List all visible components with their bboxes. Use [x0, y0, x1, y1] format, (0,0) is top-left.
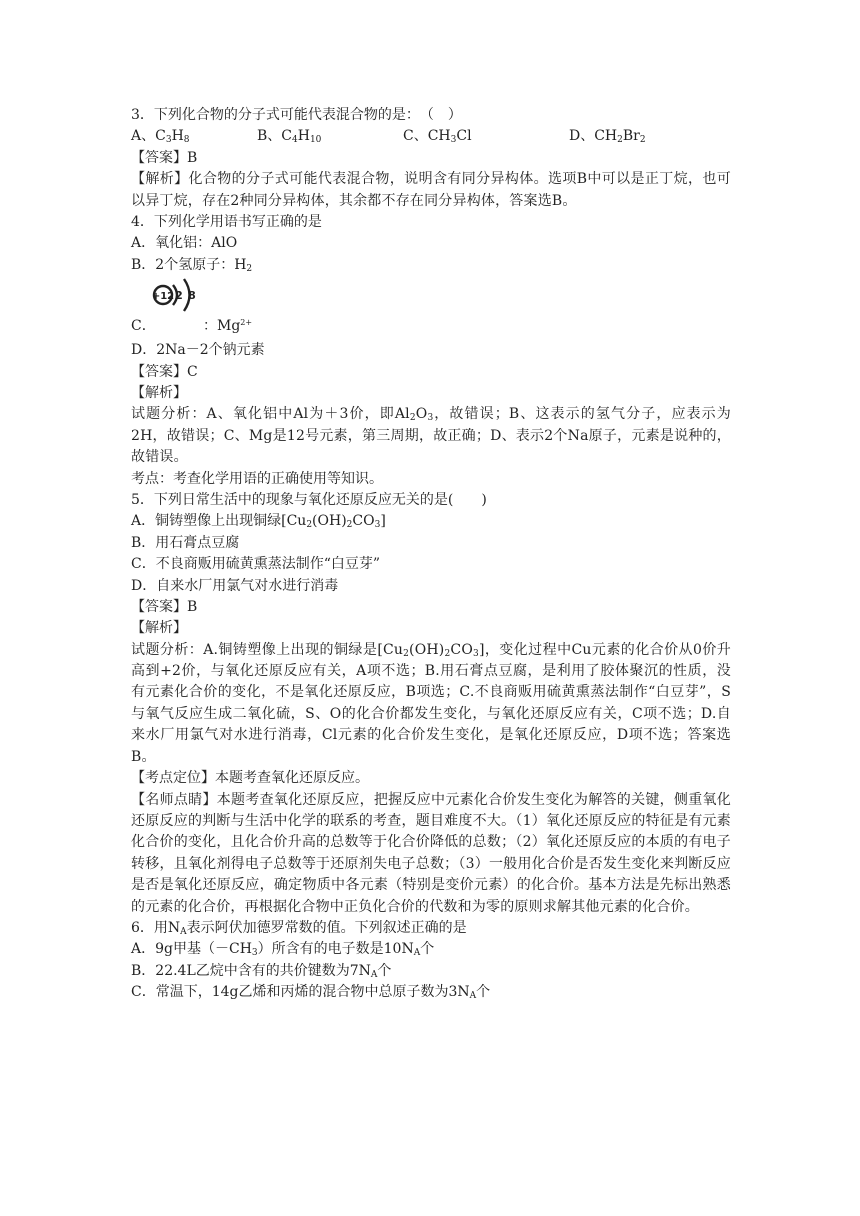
q3-analysis: 【解析】化合物的分子式可能代表混合物，说明含有同分异构体。选项B中可以是正丁烷，也可以异丁烷，存在2种同分异构体，其余都不存在同分异构体，答案选B。	[131, 171, 731, 209]
q3-stem: 3．下列化合物的分子式可能代表混合物的是： （ ）	[131, 107, 462, 123]
q5-option-a: A．铜铸塑像上出现铜绿$[Cu_2(OH)_2CO_3]$	[131, 513, 386, 531]
q4-option-c	[131, 276, 731, 340]
q5-analysis-title: 【解析】	[131, 620, 187, 637]
q3-option-c: C、$CH_3Cl$	[403, 128, 472, 146]
document-page	[131, 105, 731, 1004]
q6-option-c: C．常温下，14g乙烯和丙烯的混合物中总原子数为$3N_A$个	[131, 984, 491, 1002]
q4-option-c-ion: ：$Mg^{2+}$	[203, 318, 253, 335]
q4-analysis-title: 【解析】	[131, 384, 187, 401]
q4-kaodian: 考点：考查化学用语的正确使用等知识。	[131, 470, 383, 487]
q5-option-b: B．用石膏点豆腐	[131, 534, 240, 551]
q6-option-b: B．22.4L乙烷中含有的共价键数为$7N_A$个	[131, 962, 392, 980]
q5-kaodian: 【考点定位】本题考查氧化还原反应。	[131, 770, 369, 787]
q5-option-d: D．自来水厂用氯气对水进行消毒	[131, 577, 339, 594]
q4-option-c-label: C．	[131, 318, 156, 335]
q3-answer: 【答案】B	[131, 149, 198, 166]
q5-option-c: C．不良商贩用硫黄熏蒸法制作“白豆芽”	[131, 556, 381, 573]
q4-answer: 【答案】C	[131, 363, 198, 380]
q3-options	[131, 126, 731, 147]
q6-stem: 6．用$N_A$表示阿伏加德罗常数的值。下列叙述正确的是	[131, 919, 467, 937]
q4-option-d: D．2Na－2个钠元素	[131, 342, 265, 359]
atom-shell2-label: 8	[188, 289, 196, 303]
atom-shell1-label: 2	[175, 289, 183, 303]
q5-analysis: 试题分析：A.铜铸塑像上出现的铜绿是$[Cu_2(OH)_2CO_3]$，变化过程中Cu元素的化合价从0价升高到+2价，与氧化还原反应有关，A项不选；B.用石膏点豆腐，是利用了胶体聚沉的性质，没有元素化合价的变化，不是氧化还原反应，B项选；C.不良商贩用硫黄熏蒸法制作“白豆芽”，S与氧气反应生成二氧化硫，S、O的化合价都发生变化，与氧化还原反应有关，C项不选；D.自来水厂用氯气对水进行消毒，Cl元素的化合价发生变化，是氧化还原反应，D项不选；答案选B。	[131, 641, 731, 765]
q3-option-a: A、$C_3H_8$	[131, 128, 190, 146]
q5-stem: 5．下列日常生活中的现象与氧化还原反应无关的是( )	[131, 491, 487, 508]
q4-option-a: A．氧化铝：AlO	[131, 235, 238, 252]
q4-stem: 4．下列化学用语书写正确的是	[131, 213, 322, 230]
q5-answer: 【答案】B	[131, 598, 198, 615]
atom-nucleus-label: +12	[151, 291, 175, 303]
q3-option-b: B、$C_4H_{10}$	[257, 128, 322, 146]
atom-structure-diagram	[151, 269, 203, 321]
q6-option-a: A．9g甲基$(-CH_3)$所含有的电子数是$10N_A$个	[131, 941, 435, 959]
q4-option-b: B．2个氢原子：$H_2$	[131, 256, 253, 274]
q3-option-d: D、$CH_2Br_2$	[569, 128, 646, 146]
q4-analysis: 试题分析：A、氧化铝中Al为＋3价，即$Al_2O_3$，故错误；B、这表示的氢气分子，应表示为2H，故错误；C、Mg是12号元素，第三周期，故正确；D、表示2个Na原子，元素是说种的，故错误。	[131, 406, 731, 466]
q5-mingshi: 【名师点睛】本题考查氧化还原反应，把握反应中元素化合价发生变化为解答的关键，侧重氧化还原反应的判断与生活中化学的联系的考查，题目难度不大。（1）氧化还原反应的特征是有元素化合价的变化，且化合价升高的总数等于化合价降低的总数；（2）氧化还原反应的本质的有电子转移，且氧化剂得电子总数等于还原剂失电子总数；（3）一般用化合价是否发生变化来判断反应是否是氧化还原反应，确定物质中各元素（特别是变价元素）的化合价。基本方法是先标出熟悉的元素的化合价，再根据化合物中正负化合价的代数和为零的原则求解其他元素的化合价。	[131, 791, 731, 915]
